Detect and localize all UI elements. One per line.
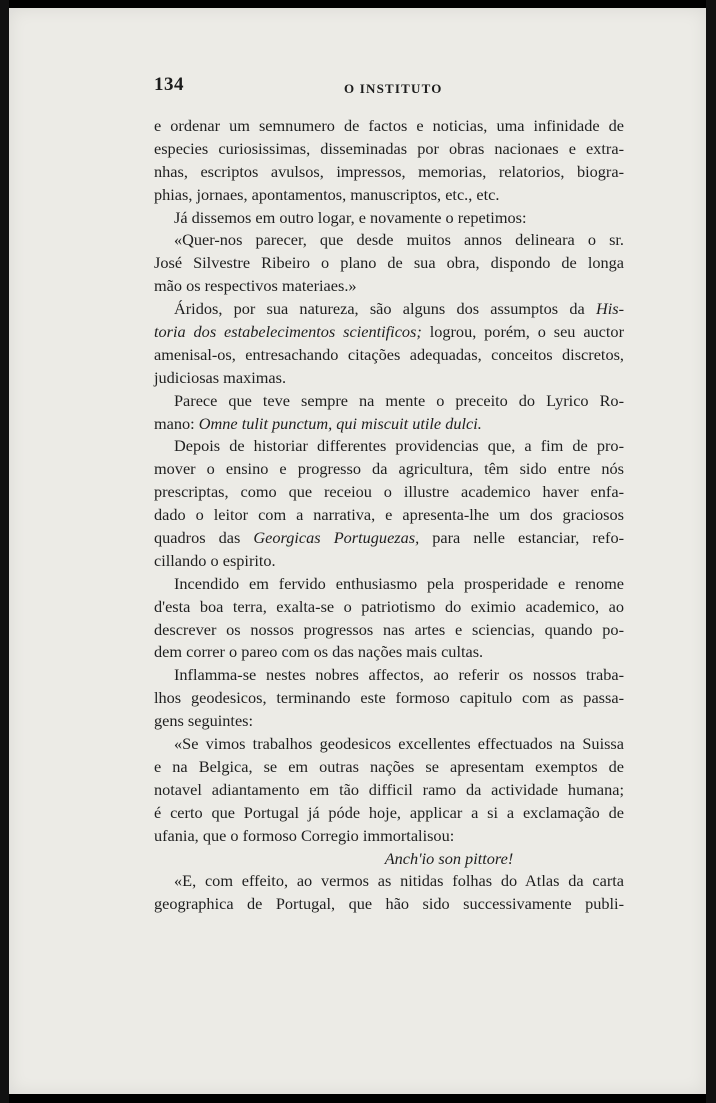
text-line: «Se vimos trabalhos geodesicos excellentes effectuados na Suissa	[174, 734, 624, 754]
text-line: gens seguintes:	[154, 711, 254, 731]
text-line: prescriptas, como que receiou o illustre academico haver enfa-	[154, 482, 624, 502]
text-line: Já dissemos em outro logar, e novamente o repetimos:	[174, 207, 527, 227]
text-line: ufania, que o formoso Corregio immortalisou:	[154, 825, 455, 845]
text-run: Áridos, por sua natureza, são alguns dos assumptos da	[174, 299, 585, 319]
text-line: geographica de Portugal, que hão sido successivamente publi-	[154, 894, 624, 914]
text-line: lhos geodesicos, terminando este formoso capitulo com as passa-	[154, 688, 624, 708]
text-line: Inflamma-se nestes nobres affectos, ao referir os nossos traba-	[174, 665, 624, 685]
text-line: especies curiosissimas, disseminadas por obras nacionaes e extra-	[154, 138, 624, 158]
text-line: notavel adiantamento em tão difficil ramo da actividade humana;	[154, 779, 624, 799]
text-line: judiciosas maximas.	[154, 367, 287, 387]
text-line: phias, jornaes, apontamentos, manuscriptos, etc., etc.	[154, 184, 500, 204]
text-line: dado o leitor com a narrativa, e apresenta-lhe um dos graciosos	[154, 505, 624, 525]
text-line	[154, 298, 624, 321]
text-run: logrou, porém, o seu auctor	[421, 322, 624, 342]
text-line: mover o ensino e progresso da agricultura, têm sido entre nós	[154, 459, 624, 479]
text-run: mano:	[154, 413, 195, 433]
text-line: e ordenar um semnumero de factos e noticias, uma infinidade de	[154, 116, 624, 135]
text-line: nhas, escriptos avulsos, impressos, memorias, relatorios, biogra-	[154, 161, 624, 181]
text-line: dem correr o pareo com os das nações mais cultas.	[154, 642, 484, 662]
page-header	[154, 76, 622, 98]
text-run-italic: His-	[595, 299, 624, 319]
text-line: é certo que Portugal já póde hoje, applicar a si a exclamação de	[154, 802, 624, 822]
text-run-italic: Georgicas Portuguezas,	[253, 528, 420, 548]
quote-line-italic: Anch'io son pittore!	[384, 848, 514, 868]
text-line	[154, 848, 624, 871]
text-line	[154, 413, 624, 436]
text-line: Depois de historiar differentes providencias que, a fim de pro-	[174, 436, 624, 456]
page-number: 134	[154, 74, 184, 95]
text-line: mão os respectivos materiaes.»	[154, 276, 357, 296]
text-line	[154, 527, 624, 550]
text-line: descrever os nossos progressos nas artes e sciencias, quando po-	[154, 619, 624, 639]
text-line: e na Belgica, se em outras nações se apresentam exemptos de	[154, 756, 624, 776]
text-line: Incendido em fervido enthusiasmo pela prosperidade e renome	[174, 573, 624, 593]
text-line: Parece que teve sempre na mente o preceito do Lyrico Ro-	[174, 390, 624, 410]
text-run-italic: toria dos estabelecimentos scientificos;	[154, 322, 422, 342]
text-run: quadros das	[154, 528, 241, 548]
text-line	[154, 321, 624, 344]
text-line: «E, com effeito, ao vermos as nitidas folhas do Atlas da carta	[174, 871, 624, 891]
text-line: amenisal-os, entresachando citações adequadas, conceitos discretos,	[154, 344, 624, 364]
text-line: «Quer-nos parecer, que desde muitos annos delineara o sr.	[174, 230, 624, 250]
running-title: O INSTITUTO	[344, 81, 443, 96]
text-line: cillando o espirito.	[154, 550, 276, 570]
page-body	[154, 115, 624, 916]
text-run-italic: Omne tulit punctum, qui miscuit utile dulci.	[198, 413, 482, 433]
text-line: d'esta boa terra, exalta-se o patriotismo do eximio academico, ao	[154, 596, 624, 616]
text-run: para nelle estanciar, refo-	[419, 528, 625, 548]
scan-border-right	[706, 0, 716, 1103]
text-line: José Silvestre Ribeiro o plano de sua obra, dispondo de longa	[154, 253, 624, 273]
scan-border-left	[0, 0, 9, 1103]
